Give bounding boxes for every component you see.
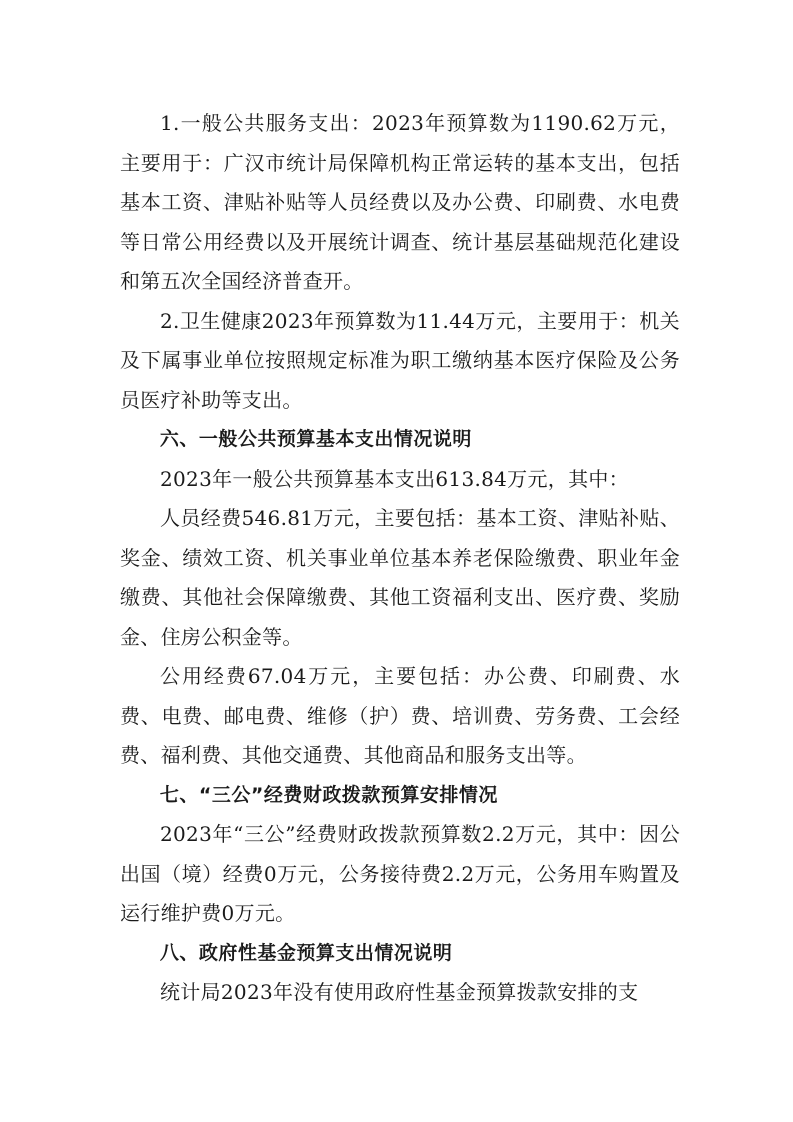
section-heading-6: 六、一般公共预算基本支出情况说明: [159, 428, 472, 450]
paragraph-three-public-expenses: 2023年“三公”经费财政拨款预算数2.2万元，其中：因公出国（境）经费0万元，公务接待费2.2万元，公务用车购置及运行维护费0万元。: [120, 822, 680, 925]
paragraph-basic-expenditure: 2023年一般公共预算基本支出613.84万元，其中：: [160, 466, 629, 491]
section-heading-7: 七、“三公”经费财政拨款预算安排情况: [159, 783, 498, 806]
section-heading-8: 八、政府性基金预算支出情况说明: [159, 941, 453, 964]
document-body: [120, 104, 680, 1013]
paragraph-general-public-services: 1.一般公共服务支出：2023年预算数为1190.62万元，主要用于：广汉市统计局保障机构正常运转的基本支出，包括基本工资、津贴补贴等人员经费以及办公费、印刷费、水电费等日常公用经费以及开展统计调查、统计基层基础规范化建设和第五次全国经济普查开。: [120, 111, 680, 293]
paragraph-public-expenses: 公用经费67.04万元，主要包括：办公费、印刷费、水费、电费、邮电费、维修（护）费、培训费、劳务费、工会经费、福利费、其他交通费、其他商品和服务支出等。: [120, 664, 680, 767]
paragraph-personnel-expenses: 人员经费546.81万元，主要包括：基本工资、津贴补贴、奖金、绩效工资、机关事业单位基本养老保险缴费、职业年金缴费、其他社会保障缴费、其他工资福利支出、医疗费、奖励金、住房公积金等。: [120, 506, 680, 649]
paragraph-health: 2.卫生健康2023年预算数为11.44万元，主要用于：机关及下属事业单位按照规定标准为职工缴纳基本医疗保险及公务员医疗补助等支出。: [120, 308, 680, 412]
paragraph-government-funds: 统计局2023年没有使用政府性基金预算拨款安排的支: [160, 980, 639, 1004]
